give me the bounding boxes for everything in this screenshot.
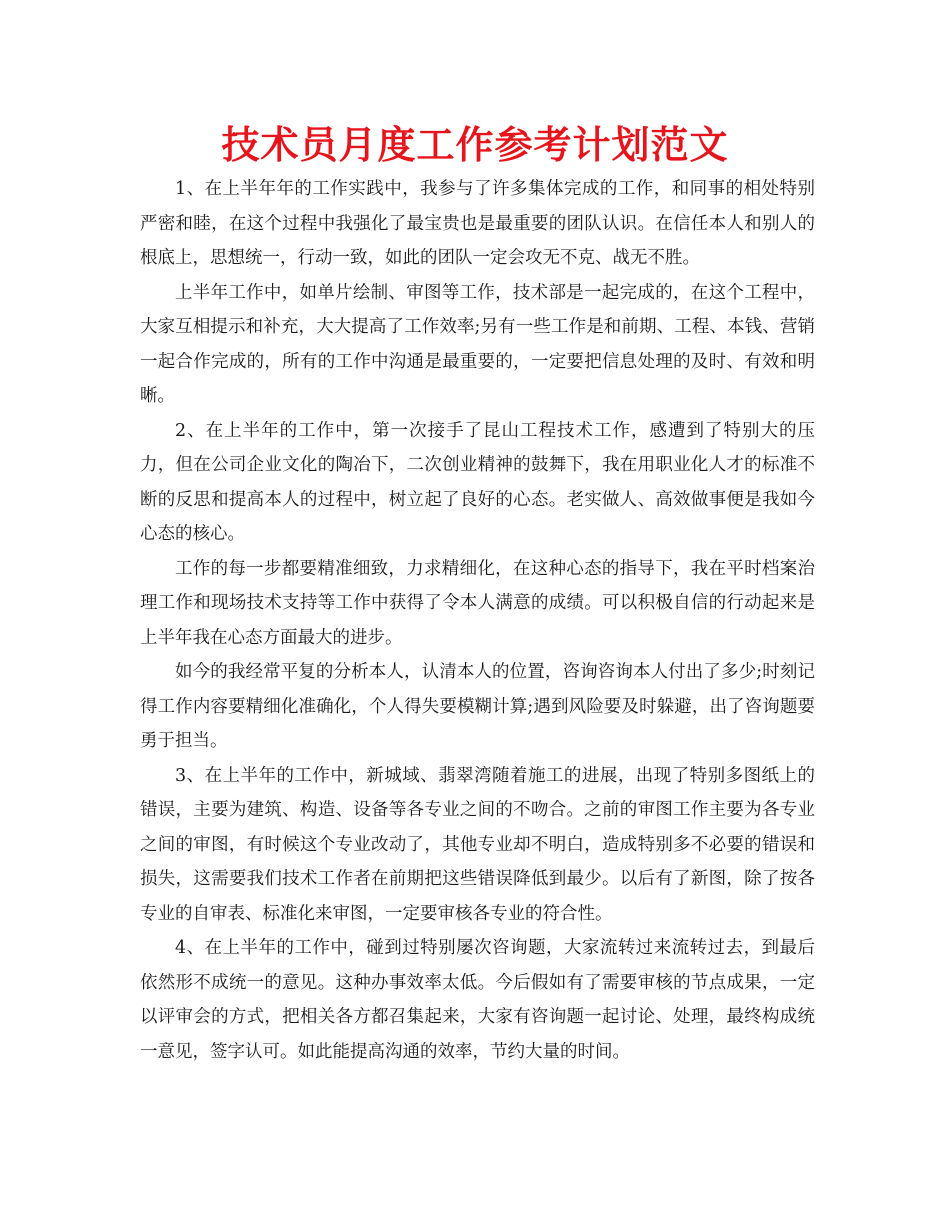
paragraph-1: 1、在上半年年的工作实践中，我参与了许多集体完成的工作，和同事的相处特别严密和睦，在这个过程中我强化了最宝贵也是最重要的团队认识。在信任本人和别人的根底上，思想统一，行动一致，如此的团队一定会攻无不克、战无不胜。 (140, 179, 815, 268)
paragraph-2: 上半年工作中，如单片绘制、审图等工作，技术部是一起完成的，在这个工程中，大家互相提示和补充，大大提高了工作效率;另有一些工作是和前期、工程、本钱、营销一起合作完成的，所有的工作中沟通是最重要的，一定要把信息处理的及时、有效和明晰。 (140, 282, 815, 406)
paragraph-6: 3、在上半年的工作中，新城域、翡翠湾随着施工的进展，出现了特别多图纸上的错误，主要为建筑、构造、设备等各专业之间的不吻合。之前的审图工作主要为各专业之间的审图，有时候这个专业改动了，其他专业却不明白，造成特别多不必要的错误和损失，这需要我们技术工作者在前期把这些错误降低到最少。以后有了新图，除了按各专业的自审表、标准化来审图，一定要审核各专业的符合性。 (140, 765, 815, 924)
paragraph-7: 4、在上半年的工作中，碰到过特别屡次咨询题，大家流转过来流转过去，到最后依然形不成统一的意见。这种办事效率太低。今后假如有了需要审核的节点成果，一定以评审会的方式，把相关各方都召集起来，大家有咨询题一起讨论、处理，最终构成统一意见，签字认可。如此能提高沟通的效率，节约大量的时间。 (140, 938, 815, 1062)
paragraph-5: 如今的我经常平复的分析本人，认清本人的位置，咨询咨询本人付出了多少;时刻记得工作内容要精细化准确化，个人得失要模糊计算;遇到风险要及时躲避，出了咨询题要勇于担当。 (140, 662, 815, 751)
paragraph-4: 工作的每一步都要精准细致，力求精细化，在这种心态的指导下，我在平时档案治理工作和现场技术支持等工作中获得了令本人满意的成绩。可以积极自信的行动起来是上半年我在心态方面最大的进步。 (140, 558, 815, 648)
paragraph-3: 2、在上半年的工作中，第一次接手了昆山工程技术工作，感遭到了特别大的压力，但在公司企业文化的陶冶下，二次创业精神的鼓舞下，我在用职业化人才的标准不断的反思和提高本人的过程中，树立起了良好的心态。老实做人、高效做事便是我如今心态的核心。 (140, 420, 815, 544)
document-body (140, 172, 815, 1069)
document-title: 技术员月度工作参考计划范文 (221, 123, 729, 167)
